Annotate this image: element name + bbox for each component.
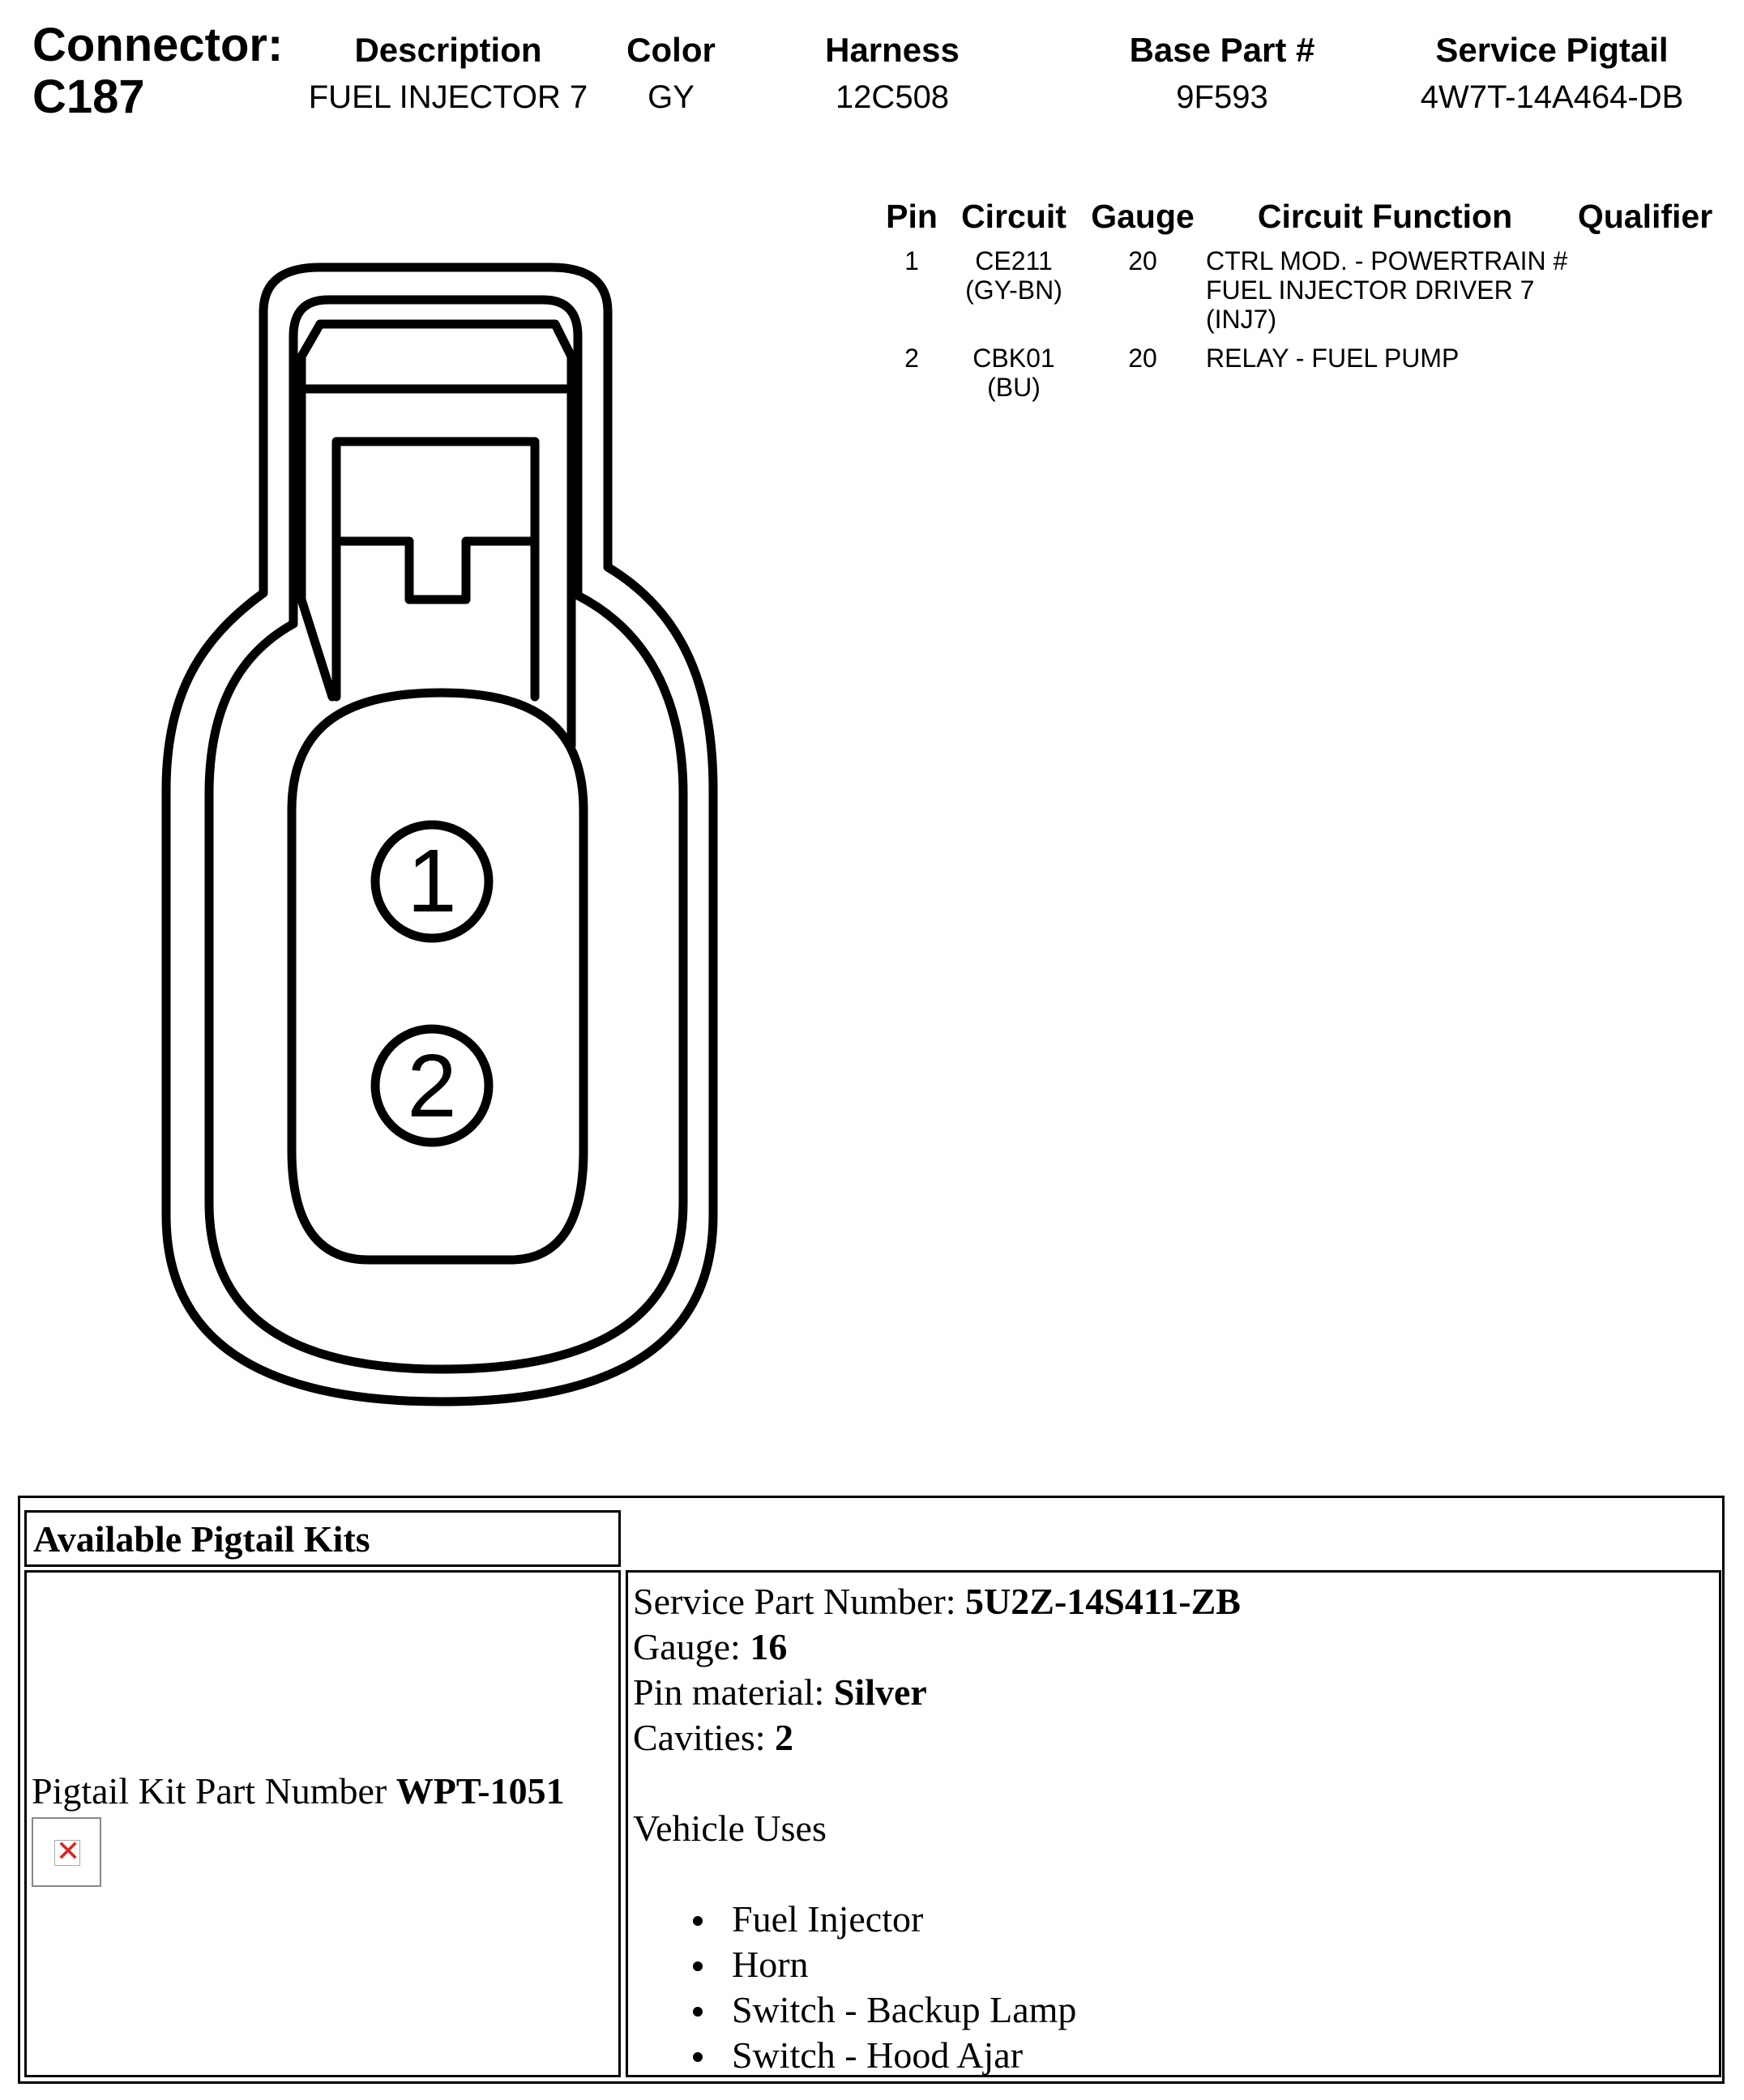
gauge-label: Gauge: xyxy=(633,1626,750,1667)
pigtail-title: Available Pigtail Kits xyxy=(33,1518,370,1560)
circuit-function-header: Circuit Function xyxy=(1257,198,1513,235)
list-item xyxy=(732,1987,1076,2033)
pin-header: Pin xyxy=(886,198,938,235)
header-color-value: GY xyxy=(648,79,695,115)
pin-material-value: Silver xyxy=(833,1671,927,1713)
header-service-pigtail-label: Service Pigtail xyxy=(1435,31,1669,69)
pigtail-title-cell xyxy=(24,1510,621,1567)
pin-2-label: 2 xyxy=(407,1036,457,1136)
row1-circuit: CE211 xyxy=(975,246,1053,275)
gauge-value: 16 xyxy=(750,1626,788,1667)
cavities-value: 2 xyxy=(775,1717,794,1758)
latch-tab xyxy=(336,442,535,697)
pigtail-kit-number-line xyxy=(32,1769,565,1814)
header-harness-value: 12C508 xyxy=(835,79,950,115)
connector-label: Connector: xyxy=(32,19,284,71)
pin-material-label: Pin material: xyxy=(633,1671,834,1713)
vehicle-uses-list xyxy=(732,1897,1076,2078)
header-harness-label: Harness xyxy=(825,31,960,69)
header-description-label: Description xyxy=(354,31,542,69)
pin-material-line xyxy=(633,1670,927,1715)
row1-function-1: CTRL MOD. - POWERTRAIN # xyxy=(1206,246,1568,275)
header-base-part-label: Base Part # xyxy=(1129,31,1315,69)
broken-image-icon xyxy=(32,1817,101,1887)
service-part-line xyxy=(633,1579,1241,1624)
row1-pin: 1 xyxy=(904,246,919,275)
row1-function-3: (INJ7) xyxy=(1206,305,1277,334)
pin-1-label: 1 xyxy=(407,831,457,931)
header-service-pigtail-value: 4W7T-14A464-DB xyxy=(1420,79,1684,115)
gauge-header: Gauge xyxy=(1091,198,1195,235)
row1-function-2: FUEL INJECTOR DRIVER 7 xyxy=(1206,275,1535,305)
connector-diagram xyxy=(0,0,810,1426)
service-part-label: Service Part Number: xyxy=(633,1581,966,1622)
gauge-line xyxy=(633,1624,787,1670)
qualifier-header: Qualifier xyxy=(1577,198,1713,235)
vehicle-use-4: Switch - Hood Ajar xyxy=(732,2034,1024,2076)
pigtail-kit-cell xyxy=(24,1570,621,2077)
latch-bar xyxy=(301,356,571,389)
pigtail-kit-label: Pigtail Kit Part Number xyxy=(32,1770,396,1812)
list-item xyxy=(732,2033,1076,2078)
pigtail-kit-number: WPT-1051 xyxy=(395,1770,565,1812)
row2-gauge: 20 xyxy=(1128,344,1157,373)
bullet-icon xyxy=(693,2052,703,2062)
row1-gauge: 20 xyxy=(1128,246,1157,275)
header-color-label: Color xyxy=(626,31,716,69)
list-item xyxy=(732,1942,1076,1987)
bullet-icon xyxy=(693,1961,703,1971)
header-description-value: FUEL INJECTOR 7 xyxy=(308,79,588,115)
row2-circuit: CBK01 xyxy=(972,344,1055,373)
vehicle-use-3: Switch - Backup Lamp xyxy=(732,1989,1077,2030)
header-base-part-value: 9F593 xyxy=(1176,79,1268,115)
vehicle-uses-heading: Vehicle Uses xyxy=(633,1808,827,1849)
vehicle-use-1: Fuel Injector xyxy=(732,1898,924,1940)
row1-circuit-color: (GY-BN) xyxy=(965,275,1062,305)
list-item xyxy=(732,1897,1076,1942)
cavities-label: Cavities: xyxy=(633,1717,776,1758)
cavities-line xyxy=(633,1715,793,1761)
service-part-value: 5U2Z-14S411-ZB xyxy=(965,1581,1241,1622)
latch-side-left xyxy=(301,389,332,697)
latch-notch xyxy=(336,541,535,600)
pin-face xyxy=(292,693,583,1260)
bullet-icon xyxy=(693,2007,703,2017)
row2-circuit-color: (BU) xyxy=(987,373,1041,402)
connector-id: C187 xyxy=(32,70,145,123)
vehicle-use-2: Horn xyxy=(732,1944,809,1985)
circuit-header: Circuit xyxy=(961,198,1066,235)
row2-pin: 2 xyxy=(904,344,919,373)
row2-function-1: RELAY - FUEL PUMP xyxy=(1206,344,1460,373)
bullet-icon xyxy=(693,1916,703,1926)
broken-image-x-icon: ✕ xyxy=(56,1835,81,1868)
pigtail-details-cell xyxy=(626,1570,1721,2077)
